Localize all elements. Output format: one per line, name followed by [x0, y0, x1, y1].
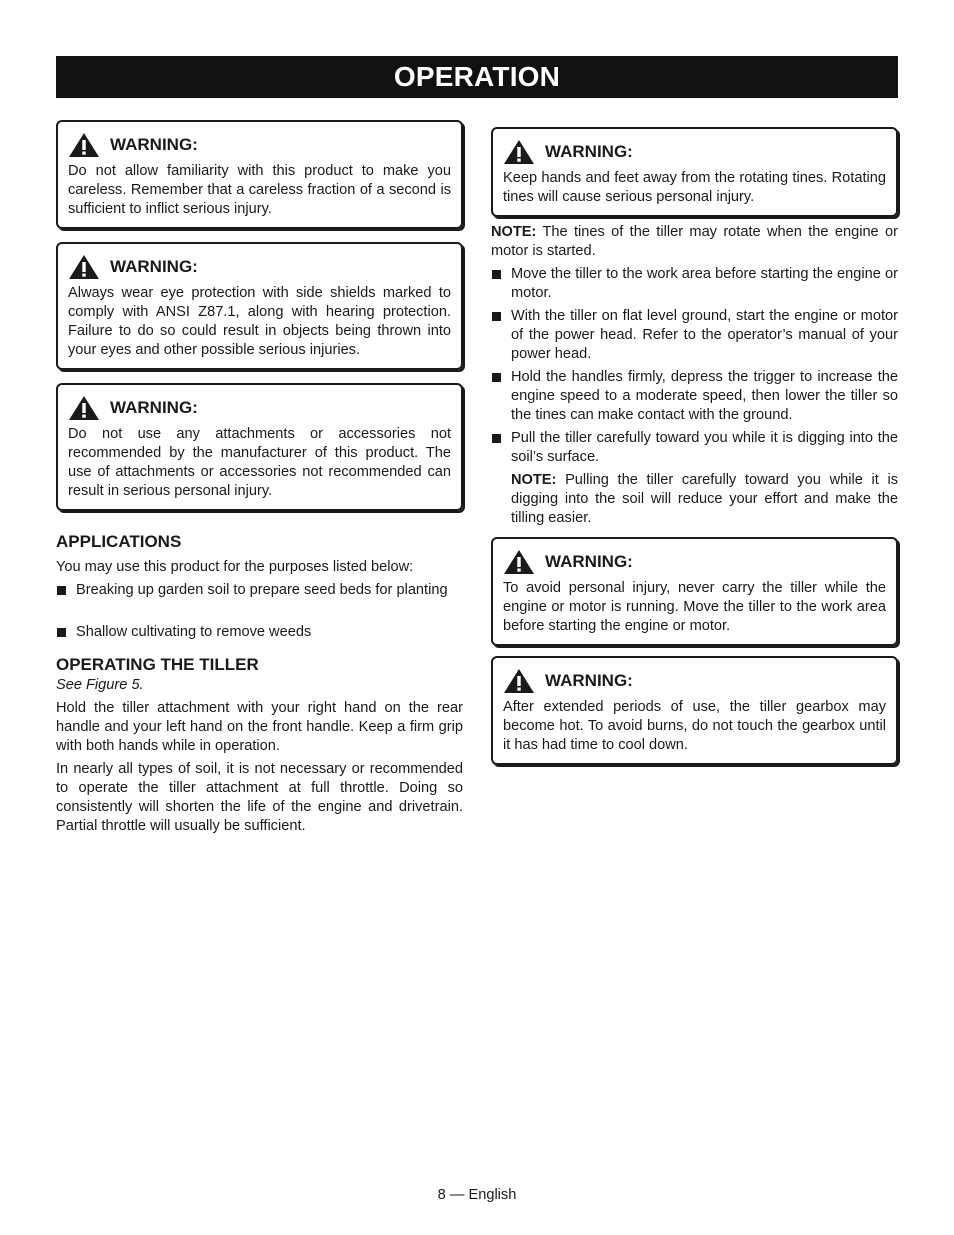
warning-text: Do not use any attachments or accessories not recommended by the manufacturer of this product. The use of attachments or accessories not recommended can result in serious personal injury.	[68, 426, 451, 499]
list-item: With the tiller on flat level ground, start the engine or motor of the power head. Refer to the operator’s manual of your power head.	[491, 307, 898, 364]
note-text: Pulling the tiller carefully toward you while it is digging into the soil will reduce your effort and make the tilling easier.	[511, 472, 898, 526]
warning-label: WARNING:	[545, 671, 633, 690]
warning-label: WARNING:	[545, 142, 633, 161]
warning-text: Do not allow familiarity with this product to make you careless. Remember that a careless fraction of a second is sufficient to inflict serious injury.	[68, 163, 451, 217]
warning-text: Always wear eye protection with side shields marked to comply with ANSI Z87.1, along with hearing protection. Failure to do so could result in objects being thrown into your eyes and other possible serious injuries.	[68, 285, 451, 358]
list-item: Pull the tiller carefully toward you while it is digging into the soil’s surface.	[491, 429, 898, 467]
warning-label: WARNING:	[110, 257, 198, 276]
warning-label: WARNING:	[110, 135, 198, 154]
applications-intro: You may use this product for the purposes listed below:	[56, 559, 414, 575]
warning-box-eye-protection	[56, 242, 463, 370]
warning-triangle-icon	[68, 254, 100, 280]
list-item: Shallow cultivating to remove weeds	[56, 623, 463, 642]
note-text: The tines of the tiller may rotate when the engine or motor is started.	[491, 224, 898, 259]
warning-triangle-icon	[503, 139, 535, 165]
warning-text: After extended periods of use, the tiller gearbox may become hot. To avoid burns, do not touch the gearbox until it has had time to cool down.	[503, 699, 886, 753]
warning-text: To avoid personal injury, never carry the tiller while the engine or motor is running. Move the tiller to the work area before starting the engine or motor.	[503, 580, 886, 634]
note-tines-rotate	[491, 223, 898, 261]
warning-label: WARNING:	[545, 552, 633, 571]
list-item: Breaking up garden soil to prepare seed beds for planting	[56, 581, 463, 600]
note-pulling-tiller	[491, 471, 898, 528]
warning-triangle-icon	[68, 132, 100, 158]
list-item: Hold the handles firmly, depress the trigger to increase the engine speed to a moderate speed, then lower the tiller so the tines can make contact with the ground.	[491, 368, 898, 425]
list-item: Move the tiller to the work area before starting the engine or motor.	[491, 265, 898, 303]
warning-box-rotating-tines	[491, 127, 898, 217]
warning-box-carry-tiller	[491, 537, 898, 646]
operating-paragraph-2: In nearly all types of soil, it is not necessary or recommended to operate the tiller attachment at full throttle. Doing so consistently will shorten the life of the engine and drivetrain. Partial throttle will usually be sufficient.	[56, 761, 463, 834]
applications-heading: APPLICATIONS	[56, 532, 182, 551]
warning-triangle-icon	[68, 395, 100, 421]
operating-heading: OPERATING THE TILLER	[56, 655, 259, 674]
warning-triangle-icon	[503, 668, 535, 694]
see-figure-ref: See Figure 5.	[56, 677, 144, 693]
warning-box-attachments	[56, 383, 463, 511]
warning-label: WARNING:	[110, 398, 198, 417]
warning-box-gearbox-hot	[491, 656, 898, 765]
page-title: OPERATION	[56, 56, 898, 98]
note-label: NOTE:	[491, 224, 537, 240]
warning-text: Keep hands and feet away from the rotating tines. Rotating tines will cause serious personal injury.	[503, 170, 886, 205]
warning-box-familiarity	[56, 120, 463, 229]
warning-triangle-icon	[503, 549, 535, 575]
page-footer: 8 — English	[437, 1187, 517, 1203]
note-label: NOTE:	[511, 472, 557, 488]
operating-paragraph-1: Hold the tiller attachment with your right hand on the rear handle and your left hand on the front handle. Keep a firm grip with both hands while in operation.	[56, 700, 463, 754]
